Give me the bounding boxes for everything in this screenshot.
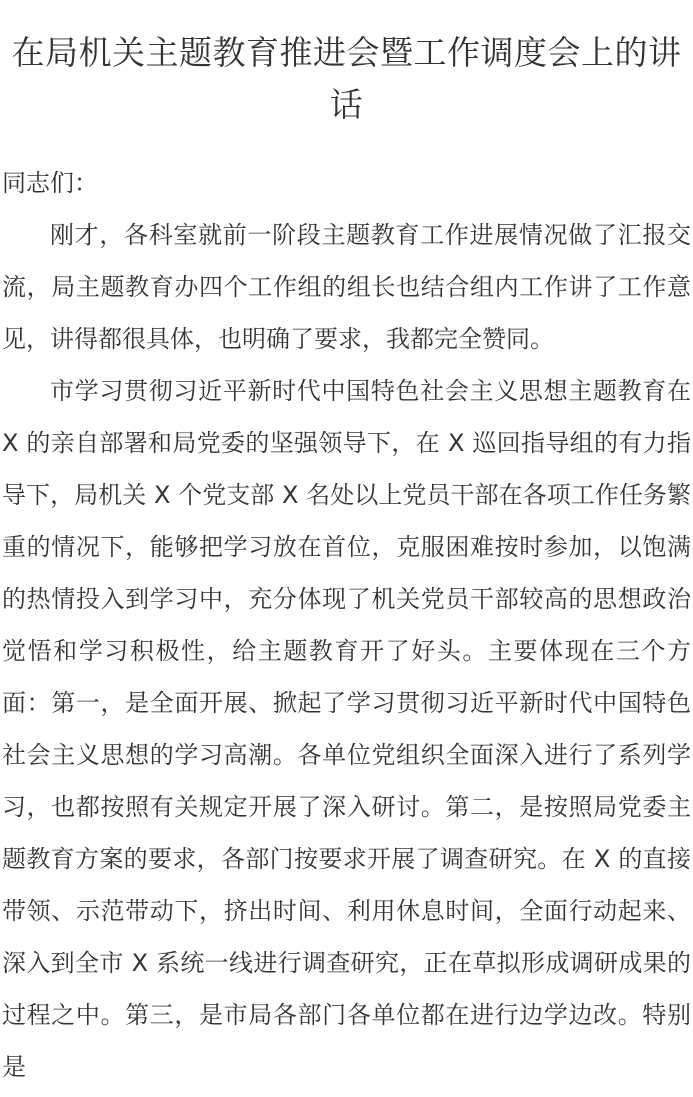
document-body	[2, 157, 691, 1093]
paragraph-2: 市学习贯彻习近平新时代中国特色社会主义思想主题教育在 X 的亲自部署和局党委的坚强领导下，在 X 巡回指导组的有力指导下，局机关 X 个党支部 X 名处以上党员干部在各项工作任务繁重的情况下，能够把学习放在首位，克服困难按时参加，以饱满的热情投入到学习中，充分体现了机关党员干部较高的思想政治觉悟和学习积极性，给主题教育开了好头。主要体现在三个方面：第一，是全面开展、掀起了学习贯彻习近平新时代中国特色社会主义思想的学习高潮。各单位党组织全面深入进行了系列学习，也都按照有关规定开展了深入研讨。第二，是按照局党委主题教育方案的要求，各部门按要求开展了调查研究。在 X 的直接带领、示范带动下，挤出时间、利用休息时间，全面行动起来、深入到全市 X 系统一线进行调查研究，正在草拟形成调研成果的过程之中。第三，是市局各部门各单位都在进行边学边改。特别是	[2, 377, 691, 1081]
document-title: 在局机关主题教育推进会暨工作调度会上的讲话	[11, 33, 682, 124]
paragraph-1: 刚才，各科室就前一阶段主题教育工作进展情况做了汇报交流，局主题教育办四个工作组的组长也结合组内工作讲了工作意见，讲得都很具体，也明确了要求，我都完全赞同。	[2, 221, 691, 353]
salutation: 同志们：	[2, 169, 98, 197]
